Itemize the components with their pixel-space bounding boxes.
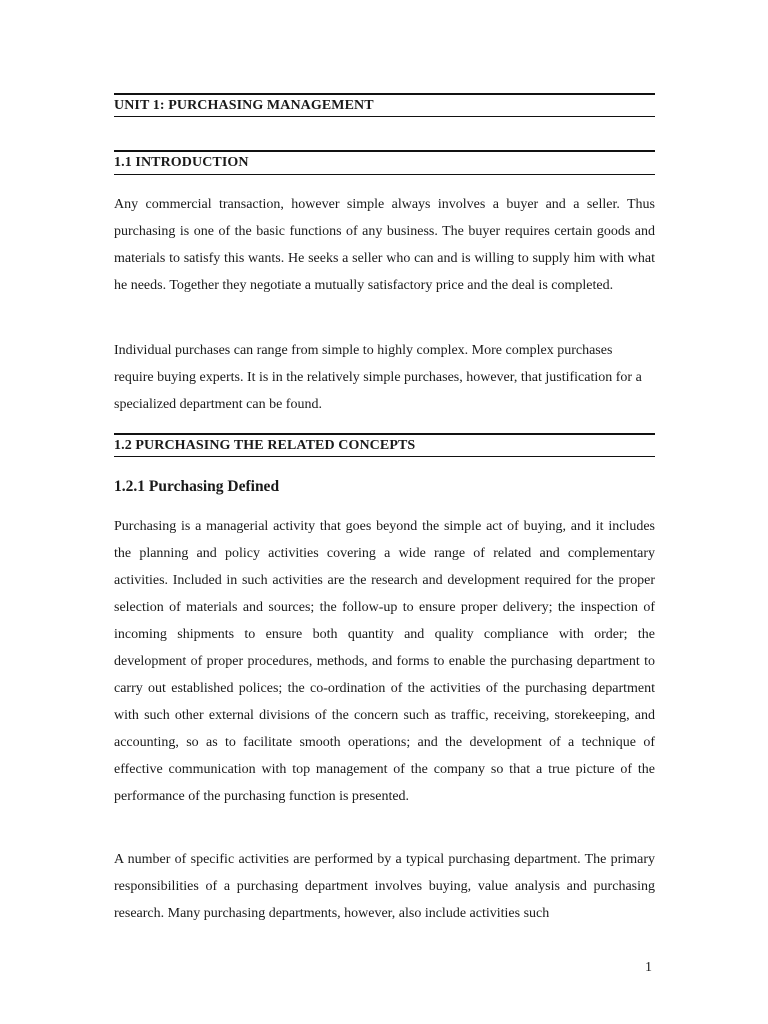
section-heading-introduction	[114, 150, 655, 175]
purchasing-defined-paragraph-1: Purchasing is a managerial activity that goes beyond the simple act of buying, and it includes the planning and policy activities covering a wide range of related and complementary activities. Included in such activities are the research and development required for the proper selection of materials and sources; the follow-up to ensure proper delivery; the inspection of incoming shipments to ensure both quantity and quality compliance with order; the development of proper procedures, methods, and forms to enable the purchasing department to carry out established polices; the co-ordination of the activities of the purchasing department with such other external divisions of the concern such as traffic, receiving, storekeeping, and accounting, so as to facilitate smooth operations; and the development of a technique of effective communication with top management of the company so that a true picture of the performance of the purchasing function is presented.	[114, 519, 655, 804]
section-heading-related-concepts-text: 1.2 PURCHASING THE RELATED CONCEPTS	[114, 438, 416, 453]
page-number: 1	[645, 960, 652, 975]
introduction-paragraph-2: Individual purchases can range from simple to highly complex. More complex purchases require buying experts. It is in the relatively simple purchases, however, that justification for a specialized department can be found.	[114, 343, 642, 412]
purchasing-defined-paragraph-2: A number of specific activities are performed by a typical purchasing department. The primary responsibilities of a purchasing department involves buying, value analysis and purchasing research. Many purchasing departments, however, also include activities such	[114, 852, 655, 921]
unit-title-text: UNIT 1: PURCHASING MANAGEMENT	[114, 98, 374, 113]
introduction-paragraph-1: Any commercial transaction, however simple always involves a buyer and a seller. Thus purchasing is one of the basic functions of any business. The buyer requires certain goods and materials to satisfy this wants. He seeks a seller who can and is willing to supply him with what he needs. Together they negotiate a mutually satisfactory price and the deal is completed.	[114, 197, 655, 293]
section-heading-introduction-text: 1.1 INTRODUCTION	[114, 155, 249, 170]
unit-title	[114, 93, 655, 117]
document-page	[114, 0, 655, 1024]
section-heading-related-concepts	[114, 433, 655, 457]
subsection-heading-purchasing-defined: 1.2.1 Purchasing Defined	[114, 478, 280, 495]
